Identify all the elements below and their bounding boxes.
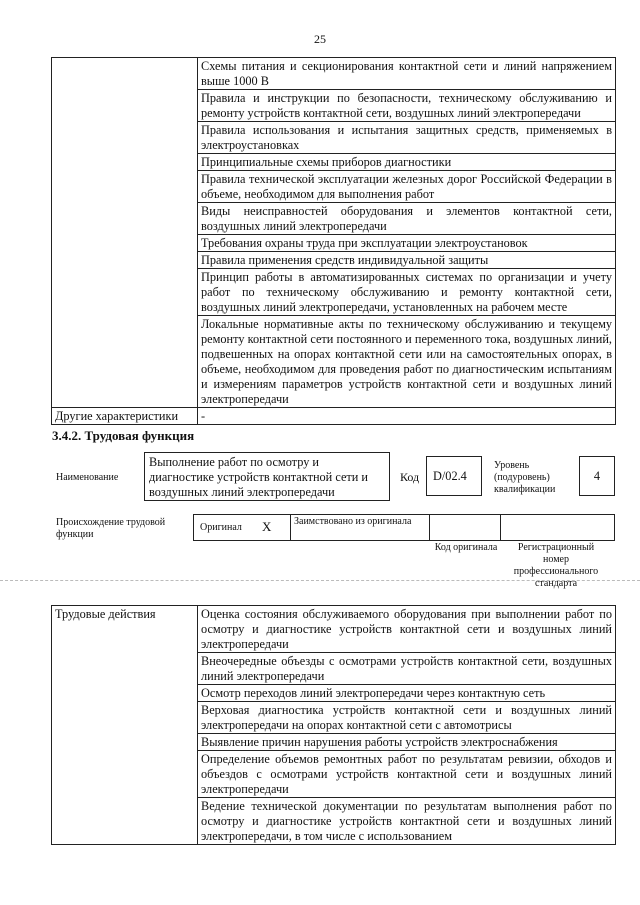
borrowed-label: Заимствовано из оригинала [294,516,412,527]
page-number: 25 [314,32,326,46]
code-caption: Код оригинала [434,542,498,553]
labor-actions-table [51,605,616,845]
knowledge-table [51,57,616,425]
original-cell [194,515,291,540]
table-row: Правила технической эксплуатации железных дорог Российской Федерации в объеме, необходимом для выполнения работ [198,171,616,203]
name-label: Наименование [56,472,119,483]
other-characteristics-label: Другие характеристики [52,408,198,425]
function-code-box: D/02.4 [426,456,482,496]
original-mark: X [262,519,272,534]
table-row: Принципиальные схемы приборов диагностики [198,154,616,171]
table-row: Осмотр переходов линий электропередачи через контактную сеть [198,685,616,702]
table-row: Верховая диагностика устройств контактной сети и воздушных линий электропередачи на опорах контактной сети с автомотрисы [198,702,616,734]
table-row: Требования охраны труда при эксплуатации электроустановок [198,235,616,252]
section-heading: 3.4.2. Трудовая функция [52,428,195,443]
function-name-box: Выполнение работ по осмотру и диагностике устройств контактной сети и воздушных линий электропередачи [144,452,390,501]
table-row: Внеочередные объезды с осмотрами устройств контактной сети, воздушных линий электропередачи [198,653,616,685]
other-characteristics-value: - [198,408,616,425]
table-row: Виды неисправностей оборудования и элементов контактной сети, воздушных линий электропередачи [198,203,616,235]
code-label: Код [400,470,420,484]
table-row: Локальные нормативные акты по техническому обслуживанию и текущему ремонту контактной сети постоянного и переменного тока, воздушных линий, подвешенных на опорах контактной сети или на самостоятельных опорах, в объеме, необходимом для проведения работ по диагностическим испытаниям и измерениям параметров устройств контактной сети и воздушных линий электропередачи [198,316,616,408]
origin-box [193,514,615,541]
level-value-box: 4 [579,456,615,496]
level-label: Уровень (подуровень) квалификации [494,460,556,495]
divider [0,580,640,581]
original-code-cell [429,515,501,540]
table-row: Правила применения средств индивидуальной защиты [198,252,616,269]
labor-actions-label: Трудовые действия [52,606,198,845]
registration-caption: Регистрационный номер профессионального стандарта [513,542,599,589]
table-row: Выявление причин нарушения работы устройств электроснабжения [198,734,616,751]
table-row: Схемы питания и секционирования контактной сети и линий напряжением выше 1000 В [198,58,616,90]
table-row: Правила и инструкции по безопасности, техническому обслуживанию и ремонту устройств контактной сети, воздушных линий электропередачи [198,90,616,122]
table-row: Определение объемов ремонтных работ по результатам ревизии, обходов и объездов с осмотрами устройств контактной сети и воздушных линий электропередачи [198,751,616,798]
original-label: Оригинал [200,522,242,533]
table-row: Принцип работы в автоматизированных системах по организации и учету работ по техническому обслуживанию и ремонту контактной сети, воздушных линий электропередачи, установленных на рабочем месте [198,269,616,316]
table-row: Правила использования и испытания защитных средств, применяемых в электроустановках [198,122,616,154]
knowledge-label-cell [52,58,198,408]
origin-label: Происхождение трудовой функции [56,517,166,540]
table-row: Оценка состояния обслуживаемого оборудования при выполнении работ по осмотру и диагностике устройств контактной сети и воздушных линий электропередачи [198,606,616,653]
table-row: Ведение технической документации по результатам выполнения работ по осмотру и диагностике устройств контактной сети и воздушных линий электропередачи, в том числе с использованием [198,798,616,845]
